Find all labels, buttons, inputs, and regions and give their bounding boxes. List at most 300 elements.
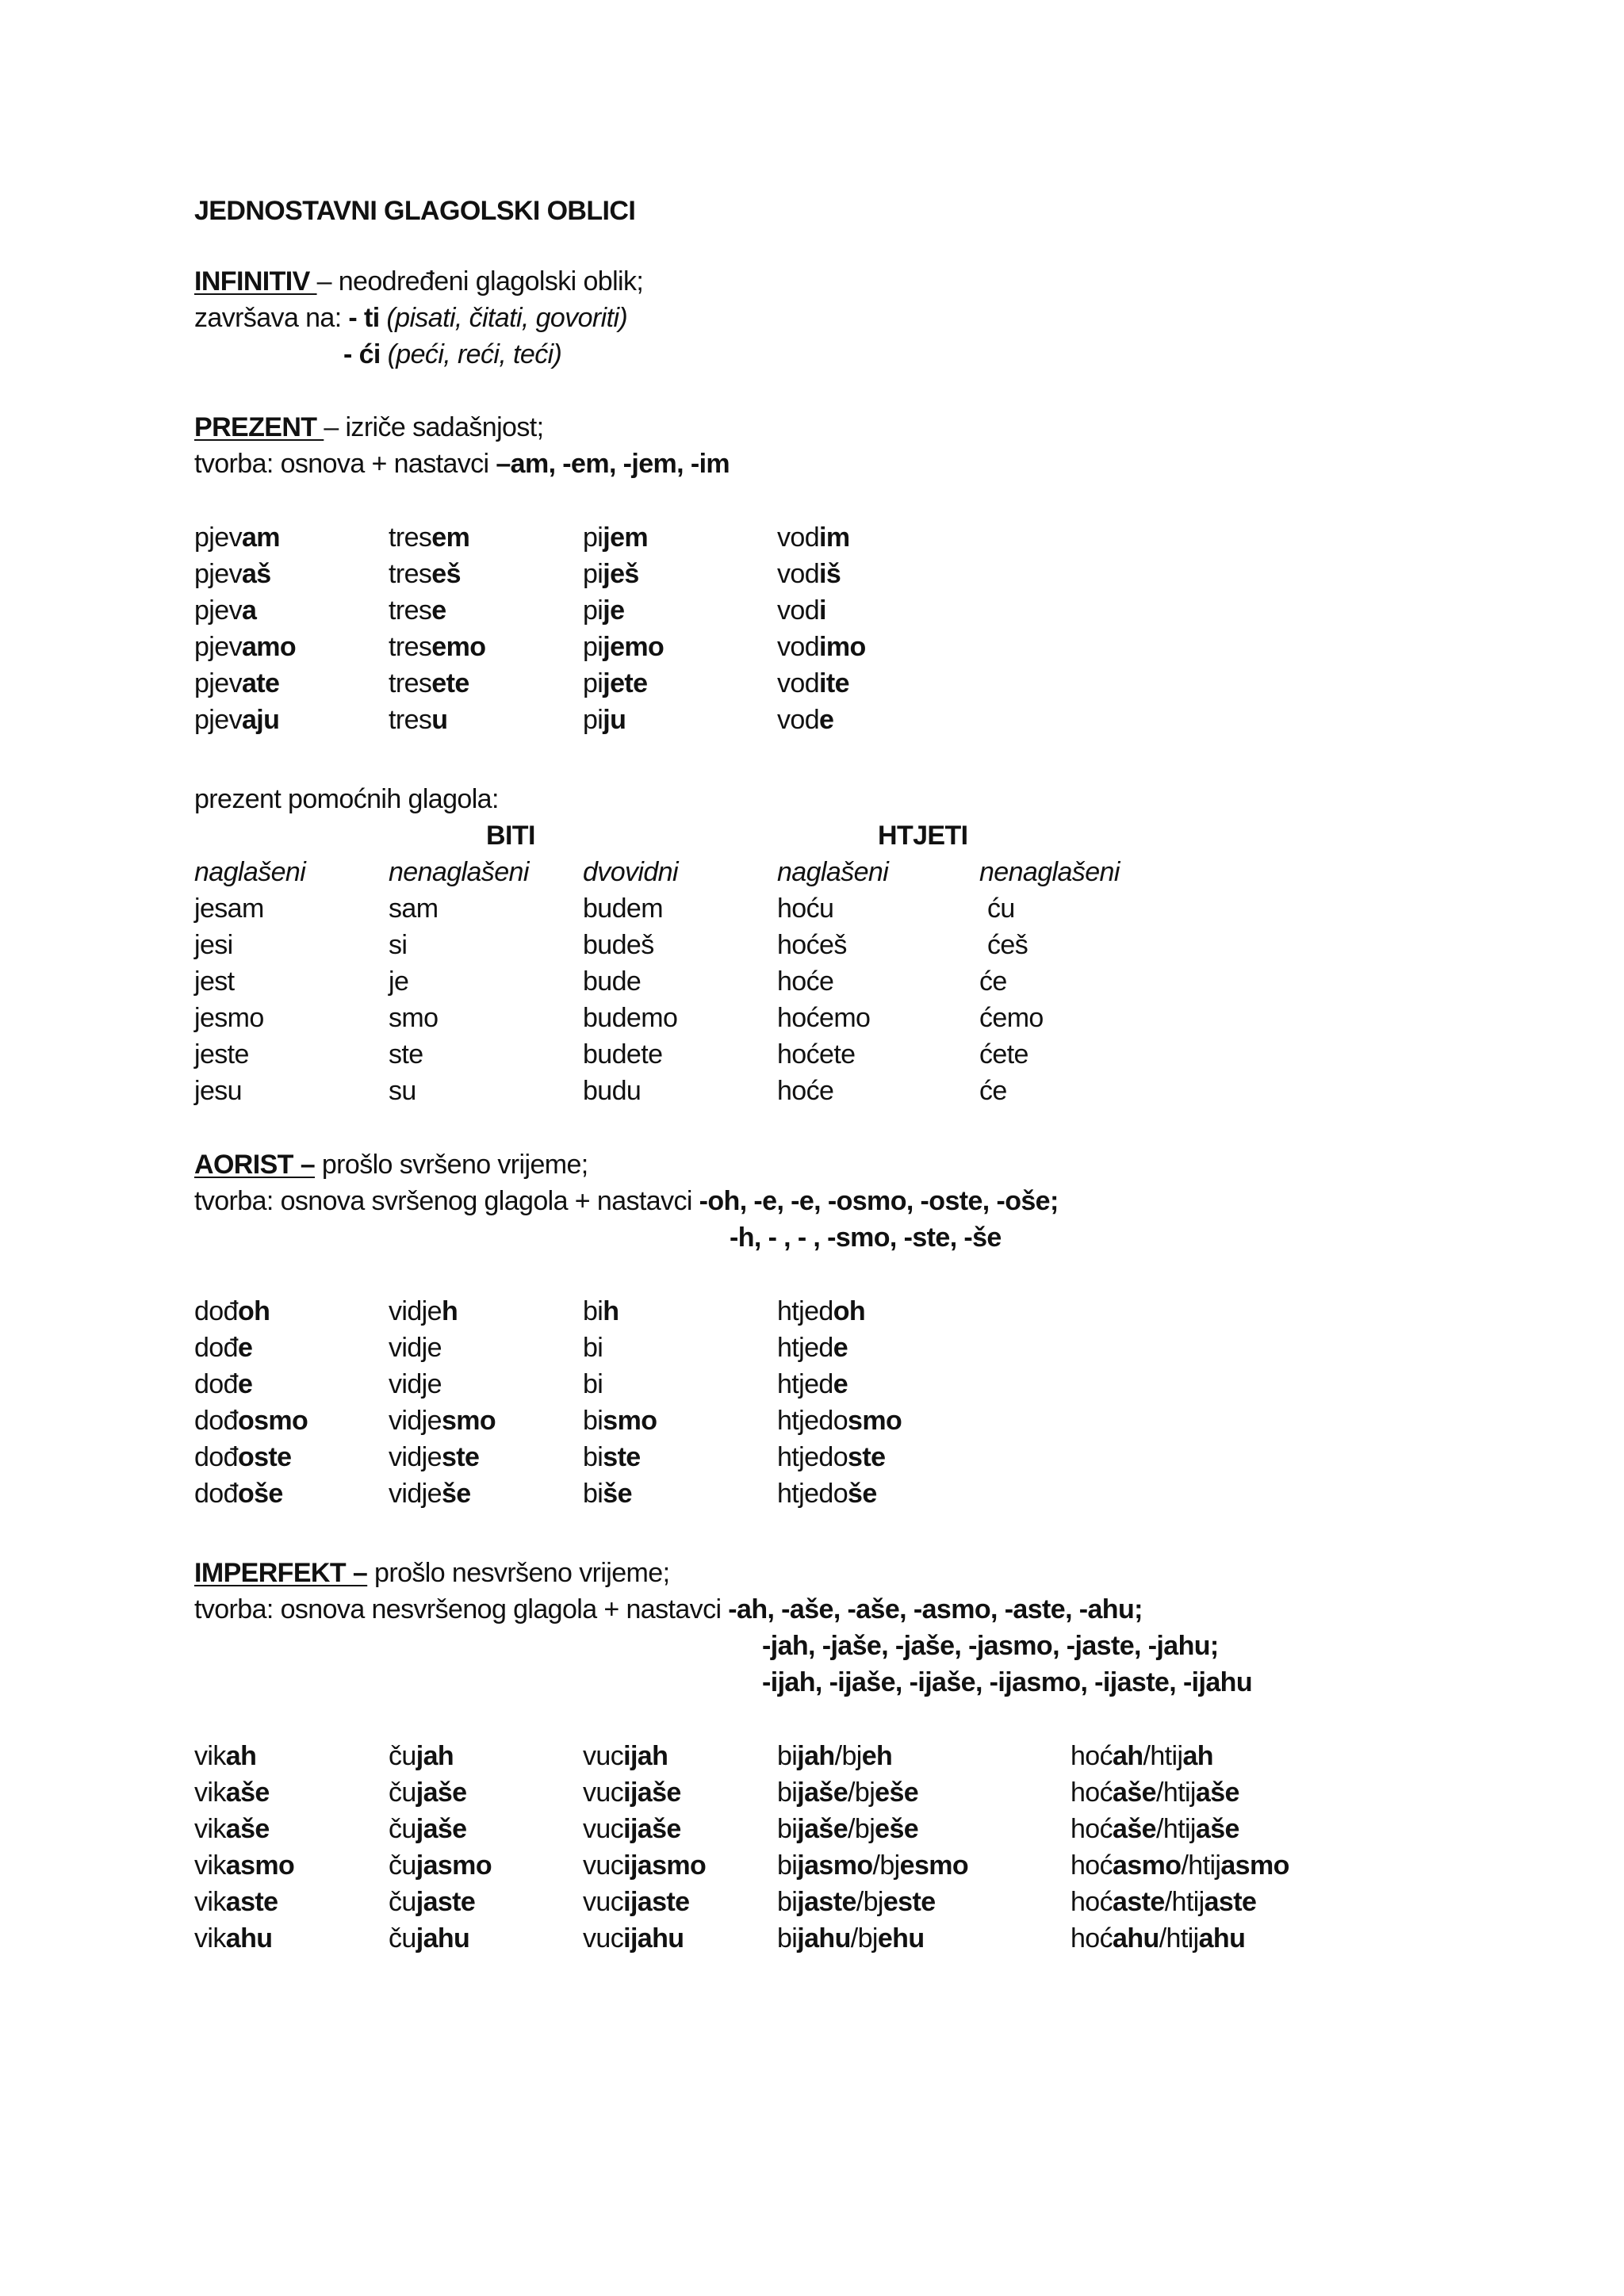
prezent-table-cell bbox=[194, 665, 279, 702]
imperfekt-suffixes-2: -jah, -jaše, -jaše, -jasmo, -jaste, -jahu; bbox=[762, 1631, 1219, 1661]
verb-stem: tres bbox=[389, 632, 432, 662]
pomocni-column-header: nenaglašeni bbox=[389, 857, 529, 887]
verb-stem: bi bbox=[777, 1850, 798, 1881]
pomocni-cell: hoće bbox=[777, 966, 834, 997]
verb-stem: tres bbox=[389, 595, 432, 626]
imperfekt-table-cell bbox=[583, 1811, 681, 1847]
verb-stem: vuc bbox=[583, 1923, 624, 1954]
verb-stem: /htij bbox=[1159, 1923, 1199, 1954]
aorist-table-cell bbox=[583, 1402, 657, 1439]
verb-stem: ču bbox=[389, 1777, 416, 1808]
ending-ci: - ći bbox=[343, 339, 388, 369]
pomocni-column-header: nenaglašeni bbox=[979, 857, 1120, 887]
verb-stem: /bj bbox=[848, 1814, 875, 1844]
verb-stem: ču bbox=[389, 1923, 416, 1954]
verb-stem: /bj bbox=[850, 1923, 878, 1954]
verb-ending: smo bbox=[603, 1406, 657, 1436]
pomocni-cell: jest bbox=[194, 966, 235, 997]
aorist-table-cell bbox=[194, 1439, 291, 1475]
verb-ending: e bbox=[431, 595, 446, 626]
verb-ending: ste bbox=[848, 1442, 886, 1472]
verb-stem: dođ bbox=[194, 1333, 238, 1363]
verb-stem: htjed bbox=[777, 1369, 833, 1399]
verb-stem: vod bbox=[777, 595, 820, 626]
verb-stem: vuc bbox=[583, 1850, 624, 1881]
imperfekt-description: prošlo nesvršeno vrijeme; bbox=[367, 1558, 670, 1588]
verb-ending: aše bbox=[1113, 1814, 1156, 1844]
prezent-table-cell bbox=[194, 519, 280, 556]
aorist-table-cell bbox=[583, 1330, 603, 1366]
verb-stem: tres bbox=[389, 522, 432, 553]
imperfekt-table-cell bbox=[583, 1738, 668, 1774]
verb-stem: bi bbox=[583, 1369, 603, 1399]
verb-ending: aše bbox=[225, 1777, 270, 1808]
imperfekt-tvorba-prefix: tvorba: osnova nesvršenog glagola + nastavci bbox=[194, 1594, 729, 1624]
verb-stem: vod bbox=[777, 522, 820, 553]
imperfekt-table-cell bbox=[1071, 1847, 1289, 1884]
aorist-description: prošlo svršeno vrijeme; bbox=[315, 1150, 588, 1180]
infinitiv-ending-prefix: završava na: bbox=[194, 303, 349, 333]
verb-stem: vod bbox=[777, 559, 820, 589]
verb-stem: dođ bbox=[194, 1369, 238, 1399]
pomocni-cell: ste bbox=[389, 1039, 423, 1070]
pomocni-cell: ćete bbox=[979, 1039, 1028, 1070]
verb-ending: aste bbox=[1113, 1887, 1165, 1917]
aorist-table-cell bbox=[777, 1366, 848, 1402]
verb-ending: ehu bbox=[877, 1923, 925, 1954]
ending-ti: - ti bbox=[348, 303, 387, 333]
prezent-table-cell bbox=[194, 556, 271, 592]
verb-ending: še bbox=[603, 1479, 632, 1509]
htjeti-label: HTJETI bbox=[878, 821, 968, 851]
prezent-description: – izriče sadašnjost; bbox=[324, 412, 544, 442]
pomocni-cell: budu bbox=[583, 1076, 642, 1106]
imperfekt-definition bbox=[194, 1555, 669, 1591]
verb-ending: e bbox=[237, 1333, 253, 1363]
verb-ending: jaše bbox=[416, 1777, 467, 1808]
verb-stem: /htij bbox=[1164, 1887, 1205, 1917]
verb-stem: /bj bbox=[856, 1887, 883, 1917]
verb-ending: ah bbox=[1113, 1741, 1143, 1771]
verb-stem: vik bbox=[194, 1777, 226, 1808]
aorist-tvorba-prefix: tvorba: osnova svršenog glagola + nastavci bbox=[194, 1186, 699, 1216]
verb-ending: jaše bbox=[797, 1777, 848, 1808]
verb-stem: pi bbox=[583, 522, 603, 553]
verb-ending: aš bbox=[241, 559, 271, 589]
verb-ending: asmo bbox=[225, 1850, 295, 1881]
verb-stem: pjev bbox=[194, 559, 242, 589]
pomocni-cell: hoćemo bbox=[777, 1003, 871, 1033]
verb-ending: še bbox=[441, 1479, 471, 1509]
verb-ending: imo bbox=[819, 632, 866, 662]
verb-stem: /htij bbox=[1155, 1814, 1196, 1844]
infinitiv-definition bbox=[194, 263, 643, 300]
infinitiv-ending-ci bbox=[343, 336, 561, 373]
aorist-table-cell bbox=[777, 1402, 902, 1439]
verb-stem: vidje bbox=[389, 1333, 442, 1363]
verb-stem: bi bbox=[777, 1777, 798, 1808]
prezent-table-cell bbox=[389, 702, 447, 738]
verb-ending: asmo bbox=[1113, 1850, 1182, 1881]
pomocni-cell: su bbox=[389, 1076, 416, 1106]
pomocni-cell: jesam bbox=[194, 894, 264, 924]
examples-ti: (pisati, čitati, govoriti) bbox=[386, 303, 628, 333]
verb-ending: aju bbox=[241, 705, 280, 735]
verb-stem: htjed bbox=[777, 1296, 833, 1326]
pomocni-cell: bude bbox=[583, 966, 642, 997]
verb-ending: e bbox=[833, 1333, 848, 1363]
verb-ending: osmo bbox=[237, 1406, 308, 1436]
prezent-tvorba bbox=[194, 446, 730, 482]
pomocni-cell: jeste bbox=[194, 1039, 249, 1070]
aorist-definition bbox=[194, 1146, 588, 1183]
verb-stem: bi bbox=[777, 1741, 798, 1771]
verb-ending: am bbox=[241, 522, 280, 553]
verb-ending: ijasmo bbox=[623, 1850, 707, 1881]
verb-stem: tres bbox=[389, 705, 432, 735]
pomocni-cell: sam bbox=[389, 894, 439, 924]
verb-stem: vik bbox=[194, 1923, 226, 1954]
verb-ending: emo bbox=[431, 632, 486, 662]
infinitiv-description: – neodređeni glagolski oblik; bbox=[316, 266, 644, 297]
imperfekt-suffixes-3: -ijah, -ijaše, -ijaše, -ijasmo, -ijaste, -ijahu bbox=[762, 1667, 1252, 1697]
pomocni-column-header: naglašeni bbox=[194, 857, 306, 887]
biti-label: BITI bbox=[486, 821, 535, 851]
verb-stem: vik bbox=[194, 1887, 226, 1917]
imperfekt-table-cell bbox=[777, 1738, 892, 1774]
verb-ending: ah bbox=[1182, 1741, 1213, 1771]
verb-ending: ste bbox=[603, 1442, 641, 1472]
verb-stem: vik bbox=[194, 1741, 226, 1771]
imperfekt-table-cell bbox=[389, 1774, 467, 1811]
aorist-table-cell bbox=[389, 1439, 479, 1475]
verb-ending: amo bbox=[241, 632, 297, 662]
verb-stem: vidje bbox=[389, 1406, 442, 1436]
pomocni-intro: prezent pomoćnih glagola: bbox=[194, 784, 499, 814]
aorist-table-cell bbox=[389, 1366, 442, 1402]
prezent-table-cell bbox=[583, 556, 639, 592]
imperfekt-table-cell bbox=[389, 1738, 454, 1774]
verb-stem: /htij bbox=[1181, 1850, 1221, 1881]
verb-stem: /htij bbox=[1155, 1777, 1196, 1808]
imperfekt-table-cell bbox=[777, 1884, 936, 1920]
aorist-table-cell bbox=[583, 1293, 619, 1330]
verb-stem: pi bbox=[583, 705, 603, 735]
verb-ending: ahu bbox=[225, 1923, 273, 1954]
pomocni-cell: budeš bbox=[583, 930, 654, 960]
verb-stem: vuc bbox=[583, 1777, 624, 1808]
verb-stem: bi bbox=[777, 1887, 798, 1917]
verb-ending: h bbox=[441, 1296, 458, 1326]
aorist-table-cell bbox=[583, 1439, 641, 1475]
verb-stem: pjev bbox=[194, 705, 242, 735]
imperfekt-tvorba bbox=[194, 1591, 1143, 1628]
imperfekt-table-cell bbox=[194, 1811, 270, 1847]
verb-ending: smo bbox=[848, 1406, 902, 1436]
prezent-table-cell bbox=[194, 629, 296, 665]
verb-stem: /htij bbox=[1143, 1741, 1183, 1771]
pomocni-cell: budete bbox=[583, 1039, 663, 1070]
prezent-table-cell bbox=[389, 665, 469, 702]
prezent-table-cell bbox=[194, 702, 279, 738]
verb-ending: jaste bbox=[416, 1887, 476, 1917]
prezent-table-cell bbox=[583, 702, 626, 738]
verb-stem: /bj bbox=[872, 1850, 900, 1881]
verb-ending: oše bbox=[237, 1479, 283, 1509]
aorist-table-cell bbox=[389, 1293, 458, 1330]
prezent-table-cell bbox=[583, 592, 624, 629]
verb-ending: oh bbox=[237, 1296, 270, 1326]
verb-stem: htjedo bbox=[777, 1406, 848, 1436]
verb-ending: aste bbox=[1204, 1887, 1257, 1917]
verb-ending: e bbox=[819, 705, 834, 735]
aorist-table-cell bbox=[389, 1475, 471, 1512]
prezent-table-cell bbox=[389, 629, 485, 665]
verb-ending: ahu bbox=[1198, 1923, 1246, 1954]
verb-stem: hoć bbox=[1071, 1887, 1113, 1917]
verb-stem: pjev bbox=[194, 595, 242, 626]
pomocni-cell: budem bbox=[583, 894, 663, 924]
verb-stem: vuc bbox=[583, 1741, 624, 1771]
verb-ending: a bbox=[241, 595, 257, 626]
pomocni-cell: jesu bbox=[194, 1076, 242, 1106]
verb-ending: jahu bbox=[797, 1923, 851, 1954]
verb-stem: tres bbox=[389, 668, 432, 698]
verb-stem: pi bbox=[583, 595, 603, 626]
verb-stem: vod bbox=[777, 705, 820, 735]
infinitiv-ending-ti bbox=[194, 300, 627, 336]
verb-ending: ete bbox=[431, 668, 469, 698]
imperfekt-suffixes-1: -ah, -aše, -aše, -asmo, -aste, -ahu; bbox=[728, 1594, 1143, 1624]
aorist-table-cell bbox=[583, 1366, 603, 1402]
imperfekt-table-cell bbox=[1071, 1920, 1245, 1957]
imperfekt-table-cell bbox=[389, 1811, 467, 1847]
aorist-table-cell bbox=[583, 1475, 632, 1512]
aorist-table-cell bbox=[777, 1439, 885, 1475]
verb-ending: iš bbox=[819, 559, 841, 589]
verb-ending: esmo bbox=[899, 1850, 969, 1881]
prezent-table-cell bbox=[777, 556, 841, 592]
imperfekt-table-cell bbox=[1071, 1811, 1239, 1847]
verb-stem: vidje bbox=[389, 1296, 442, 1326]
pomocni-column-header: naglašeni bbox=[777, 857, 889, 887]
verb-ending: ate bbox=[241, 668, 280, 698]
verb-stem: bi bbox=[583, 1406, 603, 1436]
prezent-table-cell bbox=[389, 592, 446, 629]
aorist-tvorba bbox=[194, 1183, 1059, 1219]
verb-stem: bi bbox=[777, 1814, 798, 1844]
prezent-table-cell bbox=[583, 629, 664, 665]
prezent-table-cell bbox=[389, 556, 461, 592]
verb-stem: vuc bbox=[583, 1887, 624, 1917]
imperfekt-table-cell bbox=[583, 1774, 681, 1811]
verb-stem: bi bbox=[583, 1333, 603, 1363]
verb-stem: htjedo bbox=[777, 1479, 848, 1509]
imperfekt-table-cell bbox=[389, 1847, 492, 1884]
imperfekt-table-cell bbox=[1071, 1884, 1256, 1920]
imperfekt-table-cell bbox=[389, 1884, 475, 1920]
verb-ending: ijahu bbox=[623, 1923, 684, 1954]
verb-stem: hoć bbox=[1071, 1923, 1113, 1954]
prezent-tvorba-suffixes: –am, -em, -jem, -im bbox=[496, 449, 730, 479]
pomocni-cell: ćeš bbox=[987, 930, 1028, 960]
verb-ending: i bbox=[819, 595, 826, 626]
aorist-table-cell bbox=[389, 1330, 442, 1366]
prezent-definition bbox=[194, 409, 543, 446]
verb-ending: jasmo bbox=[797, 1850, 873, 1881]
verb-stem: ču bbox=[389, 1887, 416, 1917]
pomocni-column-header: dvovidni bbox=[583, 857, 678, 887]
imperfekt-table-cell bbox=[777, 1774, 918, 1811]
imperfekt-table-cell bbox=[777, 1920, 925, 1957]
verb-ending: aše bbox=[1195, 1814, 1239, 1844]
verb-stem: hoć bbox=[1071, 1741, 1113, 1771]
pomocni-cell: smo bbox=[389, 1003, 439, 1033]
verb-ending: jaste bbox=[797, 1887, 856, 1917]
document-title: JEDNOSTAVNI GLAGOLSKI OBLICI bbox=[194, 196, 636, 226]
verb-stem: /bj bbox=[848, 1777, 875, 1808]
verb-stem: dođ bbox=[194, 1479, 238, 1509]
verb-stem: pjev bbox=[194, 522, 242, 553]
verb-stem: pjev bbox=[194, 668, 242, 698]
verb-ending: h bbox=[603, 1296, 619, 1326]
verb-ending: jaše bbox=[797, 1814, 848, 1844]
verb-ending: jaše bbox=[416, 1814, 467, 1844]
aorist-table-cell bbox=[389, 1402, 496, 1439]
pomocni-cell: ćemo bbox=[979, 1003, 1044, 1033]
imperfekt-table-cell bbox=[194, 1884, 278, 1920]
verb-stem: bi bbox=[583, 1296, 603, 1326]
verb-stem: vuc bbox=[583, 1814, 624, 1844]
verb-stem: bi bbox=[777, 1923, 798, 1954]
aorist-table-cell bbox=[194, 1402, 308, 1439]
verb-stem: pi bbox=[583, 668, 603, 698]
verb-stem: dođ bbox=[194, 1406, 238, 1436]
verb-stem: vik bbox=[194, 1814, 226, 1844]
aorist-table-cell bbox=[194, 1475, 283, 1512]
verb-stem: bi bbox=[583, 1442, 603, 1472]
prezent-heading: PREZENT bbox=[194, 412, 324, 442]
aorist-suffixes-1: -oh, -e, -e, -osmo, -oste, -oše; bbox=[699, 1186, 1059, 1216]
verb-ending: eše bbox=[875, 1814, 919, 1844]
verb-stem: hoć bbox=[1071, 1777, 1113, 1808]
verb-ending: jasmo bbox=[416, 1850, 492, 1881]
pomocni-cell: će bbox=[979, 966, 1007, 997]
verb-stem: ču bbox=[389, 1850, 416, 1881]
verb-ending: še bbox=[848, 1479, 877, 1509]
pomocni-cell: hoćete bbox=[777, 1039, 856, 1070]
verb-stem: vidje bbox=[389, 1479, 442, 1509]
verb-ending: ah bbox=[225, 1741, 257, 1771]
prezent-table-cell bbox=[777, 592, 826, 629]
imperfekt-table-cell bbox=[194, 1847, 294, 1884]
imperfekt-table-cell bbox=[194, 1920, 272, 1957]
prezent-table-cell bbox=[583, 519, 648, 556]
verb-ending: ijah bbox=[623, 1741, 668, 1771]
pomocni-cell: jesi bbox=[194, 930, 233, 960]
pomocni-cell: je bbox=[389, 966, 409, 997]
prezent-table-cell bbox=[583, 665, 647, 702]
verb-stem: tres bbox=[389, 559, 432, 589]
imperfekt-table-cell bbox=[389, 1920, 469, 1957]
verb-ending: im bbox=[819, 522, 850, 553]
imperfekt-table-cell bbox=[194, 1738, 256, 1774]
verb-stem: vod bbox=[777, 632, 820, 662]
prezent-table-cell bbox=[777, 702, 833, 738]
infinitiv-heading: INFINITIV bbox=[194, 266, 317, 297]
verb-ending: ijaše bbox=[623, 1777, 681, 1808]
aorist-table-cell bbox=[777, 1293, 865, 1330]
verb-ending: smo bbox=[441, 1406, 496, 1436]
verb-stem: htjedo bbox=[777, 1442, 848, 1472]
verb-ending: u bbox=[431, 705, 448, 735]
aorist-heading: AORIST – bbox=[194, 1150, 316, 1180]
imperfekt-table-cell bbox=[583, 1920, 684, 1957]
pomocni-cell: budemo bbox=[583, 1003, 678, 1033]
verb-ending: jemo bbox=[603, 632, 665, 662]
imperfekt-table-cell bbox=[583, 1884, 689, 1920]
aorist-table-cell bbox=[194, 1330, 252, 1366]
aorist-table-cell bbox=[777, 1330, 848, 1366]
verb-ending: aste bbox=[225, 1887, 278, 1917]
verb-ending: ite bbox=[819, 668, 849, 698]
imperfekt-heading: IMPERFEKT – bbox=[194, 1558, 368, 1588]
pomocni-cell: si bbox=[389, 930, 408, 960]
verb-ending: este bbox=[883, 1887, 936, 1917]
verb-ending: ju bbox=[603, 705, 626, 735]
imperfekt-table-cell bbox=[777, 1811, 918, 1847]
aorist-table-cell bbox=[777, 1475, 877, 1512]
verb-ending: e bbox=[833, 1369, 848, 1399]
verb-ending: ste bbox=[441, 1442, 480, 1472]
examples-ci: (peći, reći, teći) bbox=[387, 339, 562, 369]
verb-ending: jahu bbox=[416, 1923, 470, 1954]
prezent-tvorba-prefix: tvorba: osnova + nastavci bbox=[194, 449, 496, 479]
verb-ending: oste bbox=[237, 1442, 292, 1472]
verb-ending: ijaste bbox=[623, 1887, 690, 1917]
verb-ending: aše bbox=[1195, 1777, 1239, 1808]
verb-stem: pi bbox=[583, 559, 603, 589]
verb-ending: ješ bbox=[603, 559, 639, 589]
verb-stem: ču bbox=[389, 1814, 416, 1844]
aorist-suffixes-2: -h, - , - , -smo, -ste, -še bbox=[730, 1223, 1002, 1253]
prezent-table-cell bbox=[194, 592, 256, 629]
prezent-table-cell bbox=[777, 665, 849, 702]
prezent-table-cell bbox=[777, 519, 850, 556]
verb-stem: htjed bbox=[777, 1333, 833, 1363]
imperfekt-table-cell bbox=[194, 1774, 270, 1811]
verb-ending: jah bbox=[797, 1741, 835, 1771]
prezent-table-cell bbox=[389, 519, 469, 556]
verb-stem: vidje bbox=[389, 1369, 442, 1399]
imperfekt-table-cell bbox=[777, 1847, 968, 1884]
verb-ending: eš bbox=[431, 559, 461, 589]
pomocni-cell: će bbox=[979, 1076, 1007, 1106]
verb-ending: jah bbox=[416, 1741, 454, 1771]
verb-ending: aše bbox=[1113, 1777, 1156, 1808]
verb-stem: hoć bbox=[1071, 1850, 1113, 1881]
verb-stem: hoć bbox=[1071, 1814, 1113, 1844]
verb-stem: /bj bbox=[834, 1741, 862, 1771]
verb-ending: asmo bbox=[1220, 1850, 1289, 1881]
verb-stem: ču bbox=[389, 1741, 416, 1771]
verb-ending: eh bbox=[861, 1741, 893, 1771]
imperfekt-table-cell bbox=[583, 1847, 706, 1884]
verb-stem: vod bbox=[777, 668, 820, 698]
verb-stem: dođ bbox=[194, 1296, 238, 1326]
verb-ending: aše bbox=[225, 1814, 270, 1844]
verb-stem: pjev bbox=[194, 632, 242, 662]
